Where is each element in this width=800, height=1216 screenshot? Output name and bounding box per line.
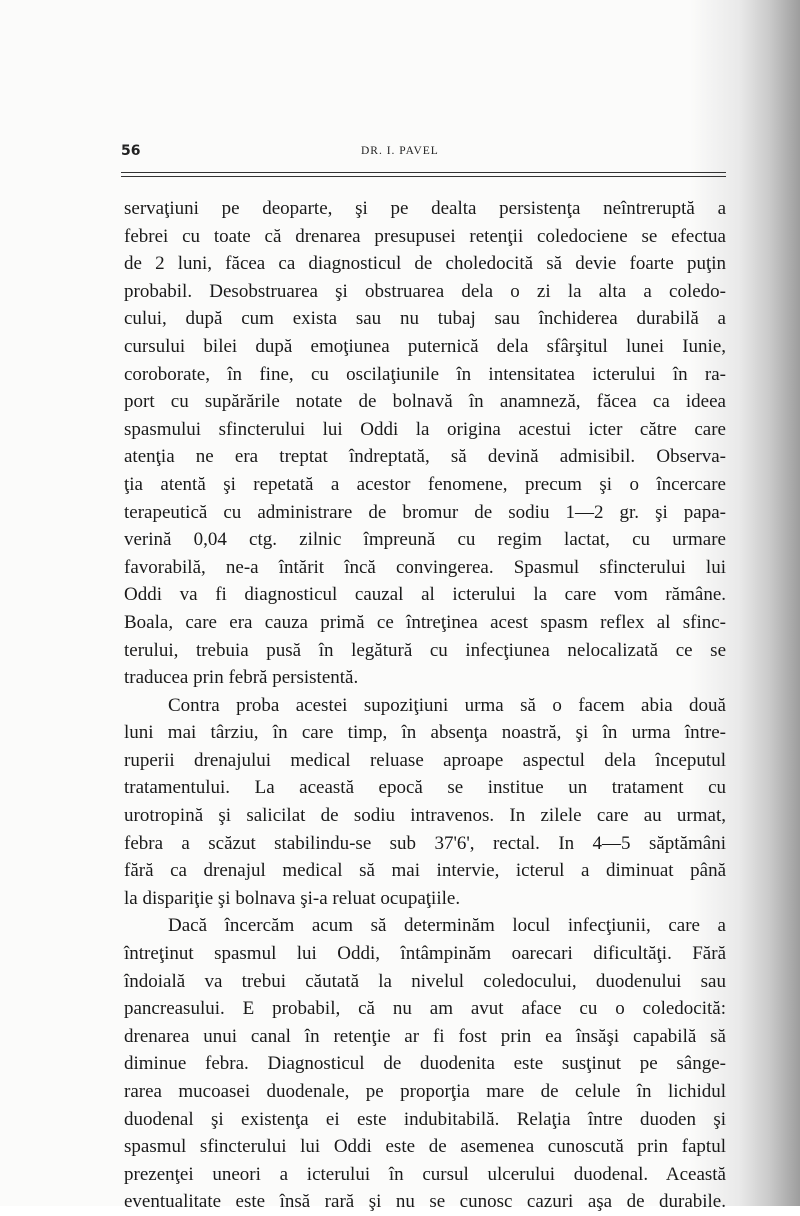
text-line: îndoială va trebui căutată la nivelul coledocului, duodenului sau [124, 970, 726, 992]
text-line: verină 0,04 ctg. zilnic împreună cu regim lactat, cu urmare [124, 529, 726, 551]
text-line: coroborate, în fine, cu oscilaţiunile în intensitatea icterului în ra- [124, 363, 726, 385]
text-line: întreţinut spasmul lui Oddi, întâmpinăm oarecari dificultăţi. Fără [124, 943, 726, 965]
text-line: Contra proba acestei supoziţiuni urma să o facem abia două [168, 694, 726, 716]
text-line: spasmul sfincterului lui Oddi este de asemenea cunoscută prin faptul [124, 1136, 726, 1158]
text-line: traducea prin febră persistentă. [124, 667, 359, 689]
text-line: tratamentului. La această epocă se institue un tratament cu [124, 777, 726, 799]
text-line: port cu supărările notate de bolnavă în anamneză, făcea ca ideea [124, 391, 726, 413]
text-line: ruperii drenajului medical reluase aproape aspectul dela începutul [124, 749, 726, 771]
text-line: ţia atentă şi repetată a acestor fenomene, precum şi o încercare [124, 473, 726, 495]
text-line: prezenţei uneori a icterului în cursul ulcerului duodenal. Această [124, 1163, 726, 1185]
text-line: febra a scăzut stabilindu-se sub 37'6', rectal. In 4—5 săptămâni [124, 832, 726, 854]
page-header [121, 140, 726, 164]
text-line: servaţiuni pe deoparte, şi pe dealta persistenţa neîntreruptă a [124, 198, 726, 219]
page-number: 56 [121, 143, 141, 159]
running-head: DR. I. PAVEL [361, 145, 439, 157]
text-line: terapeutică cu administrare de bromur de sodiu 1—2 gr. şi papa- [124, 501, 726, 523]
text-line: cursului bilei după emoţiunea puternică dela sfârşitul lunei Iunie, [124, 335, 726, 357]
text-line: luni mai târziu, în care timp, în absenţa noastră, şi în urma între- [124, 722, 726, 744]
text-line: duodenal şi existenţa ei este indubitabilă. Relaţia între duoden şi [124, 1108, 726, 1130]
text-line: rarea mucoasei duodenale, pe proporţia mare de celule în lichidul [124, 1081, 726, 1102]
text-line: Oddi va fi diagnosticul cauzal al icterului la care vom rămâne. [124, 584, 726, 606]
text-line: spasmului sfincterului lui Oddi la origina acestui icter către care [124, 418, 726, 440]
text-line: pancreasului. E probabil, că nu am avut aface cu o coledocită: [124, 998, 726, 1020]
text-line: Dacă încercăm acum să determinăm locul infecţiunii, care a [168, 915, 726, 937]
body-text [124, 195, 726, 1216]
text-line: diminue febra. Diagnosticul de duodenita este susţinut pe sânge- [124, 1053, 726, 1075]
text-line: eventualitate este însă rară şi nu se cunosc cazuri aşa de durabile. [124, 1191, 726, 1213]
text-line: terului, trebuia pusă în legătură cu infecţiunea nelocalizată ce se [124, 639, 726, 661]
text-line: fără ca drenajul medical să mai intervie, icterul a diminuat până [124, 860, 726, 882]
text-line: favorabilă, ne-a întărit încă convingerea. Spasmul sfincterului lui [124, 556, 726, 578]
header-rule [121, 172, 726, 173]
text-line: urotropină şi salicilat de sodiu intravenos. In zilele care au urmat, [124, 805, 726, 827]
text-line: febrei cu toate că drenarea presupusei retenţii coledociene se efectua [124, 225, 726, 247]
text-line: atenţia ne era treptat îndreptată, să devină admisibil. Observa- [124, 446, 726, 468]
text-line: la dispariţie şi bolnava şi-a reluat ocupaţiile. [124, 887, 461, 909]
header-rule-thin [121, 176, 726, 177]
text-line: drenarea unui canal în retenţie ar fi fost prin ea însăşi capabilă să [124, 1025, 726, 1047]
text-line: cului, după cum exista sau nu tubaj sau închiderea durabilă a [124, 308, 726, 330]
text-line: probabil. Desobstruarea şi obstruarea dela o zi la alta a coledo- [124, 280, 726, 302]
text-line: Boala, care era cauza primă ce întreţinea acest spasm reflex al sfinc- [124, 611, 726, 633]
text-line: de 2 luni, făcea ca diagnosticul de choledocită să devie foarte puţin [124, 253, 726, 275]
